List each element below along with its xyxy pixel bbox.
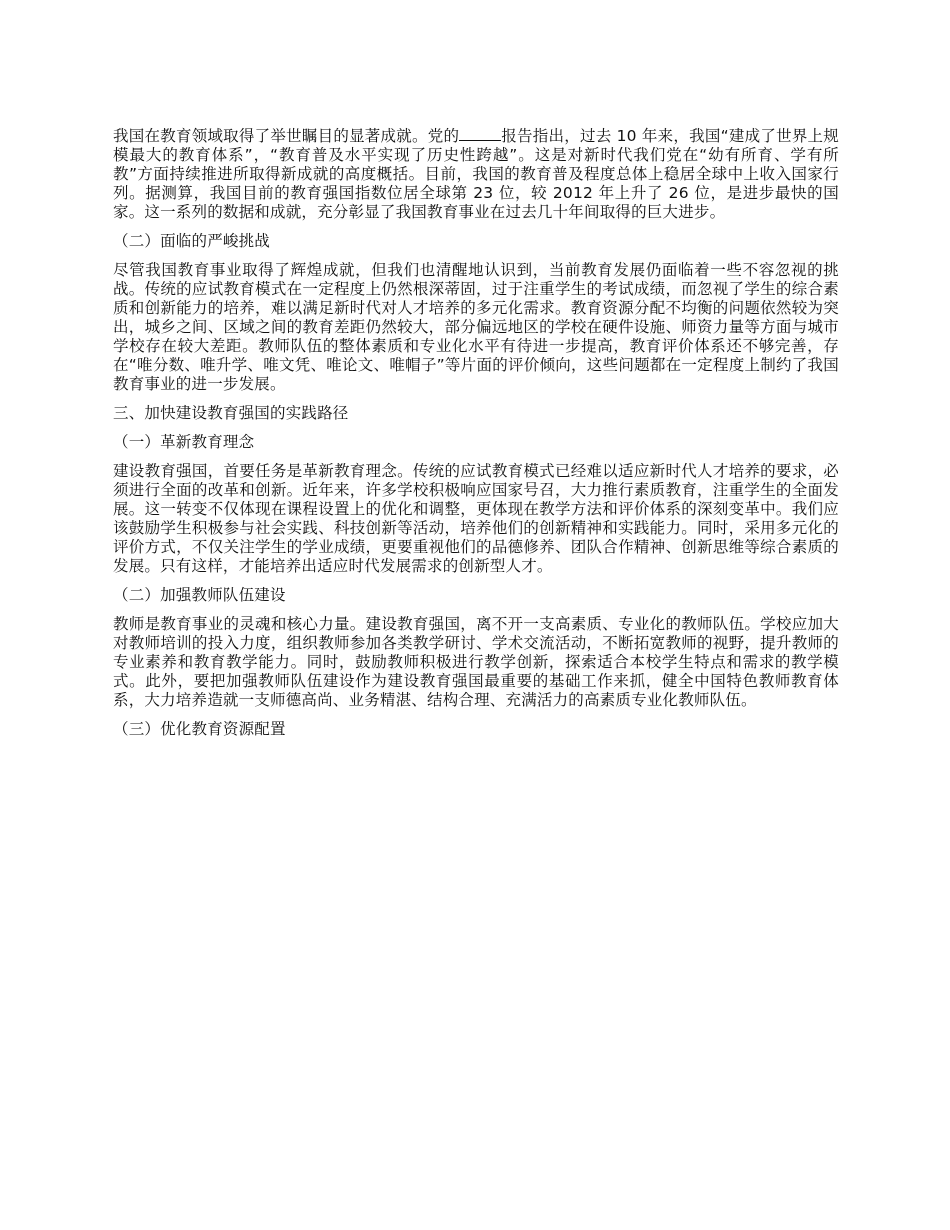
- paragraph-challenges: 尽管我国教育事业取得了辉煌成就，但我们也清醒地认识到，当前教育发展仍面临着一些不容忽视的挑战。传统的应试教育模式在一定程度上仍然根深蒂固，过于注重学生的考试成绩，而忽视了学生的综合素质和创新能力的培养，难以满足新时代对人才培养的多元化需求。教育资源分配不均衡的问题依然较为突出，城乡之间、区域之间的教育差距仍然较大，部分偏远地区的学校在硬件设施、师资力量等方面与城市学校存在较大差距。教师队伍的整体素质和专业化水平有待进一步提高，教育评价体系还不够完善，存在“唯分数、唯升学、唯文凭、唯论文、唯帽子”等片面的评价倾向，这些问题都在一定程度上制约了我国教育事业的进一步发展。: [113, 261, 839, 393]
- fill-in-blank: [459, 126, 501, 141]
- paragraph-achievements-start: 我国在教育领域取得了举世瞩目的显著成就。党的: [113, 127, 460, 145]
- paragraph-achievements-rest: 报告指出，过去 10 年来，我国“建成了世界上规模最大的教育体系”，“教育普及水平实现了历史性跨越”。这是对新时代我们党在“幼有所育、学有所教”方面持续推进所取得新成就的高度概括。目前，我国的教育普及程度总体上稳居全球中上收入国家行列。据测算，我国目前的教育强国指数位居全球第 23 位，较 2012 年上升了 26 位，是进步最快的国家。这一系列的数据和成就，充分彰显了我国教育事业在过去几十年间取得的巨大进步。: [113, 127, 839, 221]
- paragraph-achievements: [113, 126, 839, 222]
- heading-reform-concept: （一）革新教育理念: [113, 433, 255, 451]
- heading-challenges: （二）面临的严峻挑战: [113, 232, 271, 250]
- heading-resources: （三）优化教育资源配置: [113, 720, 286, 738]
- heading-section-3: 三、加快建设教育强国的实践路径: [113, 404, 349, 422]
- document-page: [113, 126, 839, 749]
- paragraph-teacher-team: 教师是教育事业的灵魂和核心力量。建设教育强国，离不开一支高素质、专业化的教师队伍。学校应加大对教师培训的投入力度，组织教师参加各类教学研讨、学术交流活动，不断拓宽教师的视野，提升教师的专业素养和教育教学能力。同时，鼓励教师积极进行教学创新，探索适合本校学生特点和需求的教学模式。此外，要把加强教师队伍建设作为建设教育强国最重要的基础工作来抓，健全中国特色教师教育体系，大力培养造就一支师德高尚、业务精湛、结构合理、充满活力的高素质专业化教师队伍。: [113, 615, 839, 709]
- heading-teacher-team: （二）加强教师队伍建设: [113, 586, 286, 604]
- paragraph-reform-concept: 建设教育强国，首要任务是革新教育理念。传统的应试教育模式已经难以适应新时代人才培养的要求，必须进行全面的改革和创新。近年来，许多学校积极响应国家号召，大力推行素质教育，注重学生的全面发展。这一转变不仅体现在课程设置上的优化和调整，更体现在教学方法和评价体系的深刻变革中。我们应该鼓励学生积极参与社会实践、科技创新等活动，培养他们的创新精神和实践能力。同时，采用多元化的评价方式，不仅关注学生的学业成绩，更要重视他们的品德修养、团队合作精神、创新思维等综合素质的发展。只有这样，才能培养出适应时代发展需求的创新型人才。: [113, 462, 839, 575]
